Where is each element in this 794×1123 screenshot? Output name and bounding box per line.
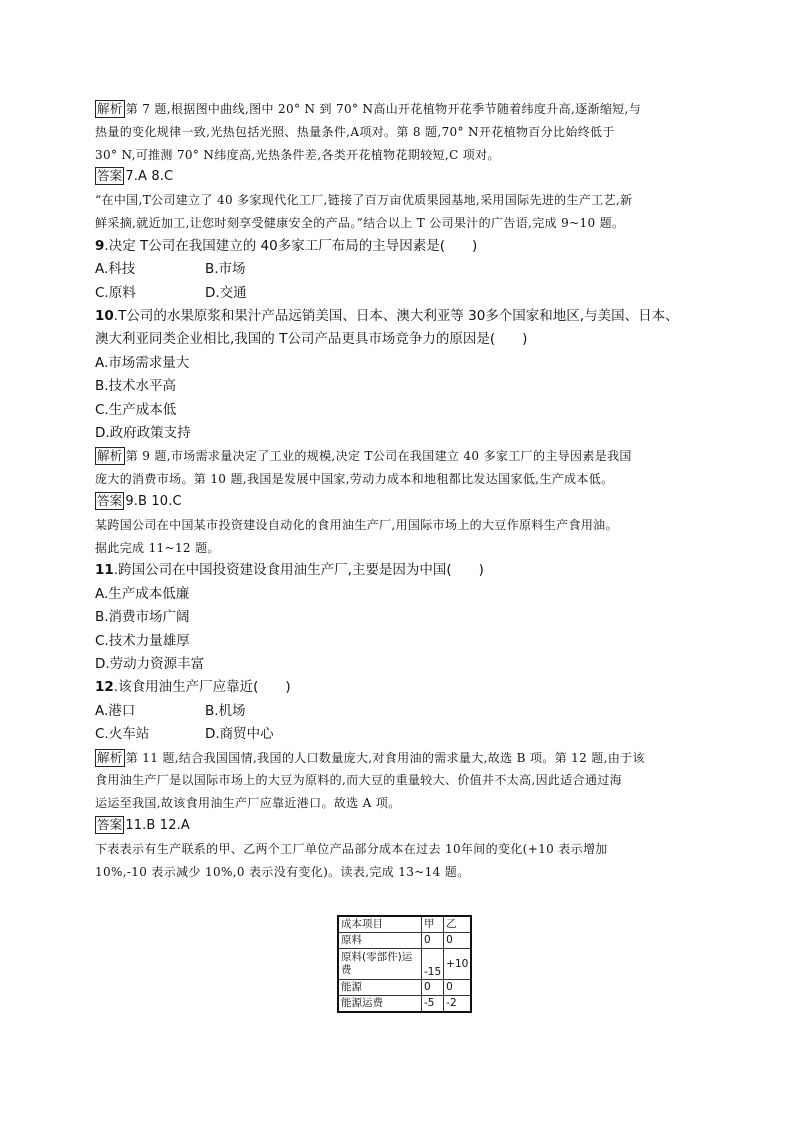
- analysis-line: 运运至我国,故该食用油生产厂应靠近港口。故选 A 项。: [95, 796, 401, 811]
- answer-tag: 答案: [97, 168, 123, 184]
- intro-line: “在中国,T公司建立了 40 多家现代化工厂,链接了百万亩优质果园基地,采用国际先进的生产工艺,新: [95, 193, 633, 208]
- table-row: [338, 980, 471, 996]
- answer-tag: 答案: [97, 817, 123, 833]
- intro-line: 下表表示有生产联系的甲、乙两个工厂单位产品部分成本在过去 10年间的变化(+10 表示增加: [95, 841, 608, 856]
- table-cell: +10: [444, 949, 472, 980]
- table-cell: 0: [422, 933, 444, 949]
- question-stem: .跨国公司在中国投资建设食用油生产厂,主要是因为中国( ): [113, 562, 484, 579]
- table-cell: 0: [444, 980, 472, 996]
- question-number: 9: [95, 237, 105, 254]
- analysis-line: 第 11 题,结合我国国情,我国的人口数量庞大,对食用油的需求量大,故选 B 项。第 12 题,由于该: [125, 750, 645, 765]
- option-c: C.火车站: [95, 726, 150, 743]
- answer-11-12: [95, 815, 695, 838]
- table-cell: 原料: [338, 933, 422, 949]
- intro-line: 据此完成 11~12 题。: [95, 540, 220, 555]
- table-cell: -15: [422, 949, 444, 980]
- question-stem: .T公司的水果原浆和果汁产品远销美国、日本、澳大利亚等 30多个国家和地区,与美国、日本、: [113, 308, 679, 324]
- analysis-line: 热量的变化规律一致,光热包括光照、热量条件,A项对。第 8 题,70° N开花植物百分比始终低于: [95, 124, 615, 139]
- question-10: [95, 305, 695, 328]
- question-stem: .该食用油生产厂应靠近( ): [113, 679, 291, 696]
- analysis-line: 第 9 题,市场需求量决定了工业的规模,决定 T公司在我国建立 40 多家工厂的主导因素是我国: [125, 449, 632, 464]
- option-a: A.港口: [95, 702, 136, 719]
- option-a: A.市场需求量大: [95, 354, 190, 371]
- option-b: B.技术水平高: [95, 378, 177, 395]
- analysis-tag: 解析: [97, 749, 123, 765]
- table-cell: 原料(零部件)运费: [338, 949, 422, 980]
- intro-line: 10%,-10 表示减少 10%,0 表示没有变化)。读表,完成 13~14 题。: [95, 864, 470, 879]
- analysis-7-8: [95, 98, 695, 121]
- option-a: A.生产成本低廉: [95, 585, 190, 602]
- question-number: 10: [95, 308, 114, 324]
- table-row: [338, 933, 471, 949]
- question-9: [95, 235, 695, 258]
- analysis-9-10: [95, 445, 695, 468]
- option-a: A.科技: [95, 261, 136, 278]
- table-header-cell: 成本项目: [338, 916, 422, 933]
- options-row: [95, 282, 695, 305]
- document-page: [95, 98, 695, 883]
- options-row: [95, 700, 695, 723]
- answer-text: 9.B 10.C: [125, 494, 182, 510]
- question-number: 11: [95, 562, 114, 579]
- question-12: [95, 676, 695, 699]
- table-header-row: [338, 916, 471, 933]
- option-b: B.机场: [205, 702, 246, 719]
- cost-change-table: [337, 915, 472, 1013]
- option-b: B.消费市场广阔: [95, 609, 190, 626]
- table-cell: -5: [422, 996, 444, 1013]
- option-d: D.政府政策支持: [95, 425, 191, 442]
- analysis-line: 第 7 题,根据图中曲线,图中 20° N 到 70° N高山开花植物开花季节随着纬度升高,逐渐缩短,与: [125, 102, 642, 116]
- question-stem: .决定 T公司在我国建立的 40多家工厂布局的主导因素是( ): [104, 237, 478, 254]
- table-header-cell: 乙: [444, 916, 472, 933]
- analysis-line: 30° N,可推测 70° N纬度高,光热条件差,各类开花植物花期较短,C 项对。: [95, 147, 500, 162]
- answer-9-10: [95, 491, 695, 514]
- option-d: D.劳动力资源丰富: [95, 656, 205, 673]
- options-row: [95, 258, 695, 281]
- analysis-line: 食用油生产厂是以国际市场上的大豆为原料的,而大豆的重量较大、价值并不太高,因此适合通过海: [95, 773, 623, 788]
- option-d: D.交通: [205, 284, 247, 301]
- analysis-tag: 解析: [97, 101, 123, 116]
- answer-text: 7.A 8.C: [125, 169, 174, 185]
- intro-line: 鲜采摘,就近加工,让您时刻享受健康安全的产品。”结合以上 T 公司果汁的广告语,完成 9~10 题。: [95, 215, 625, 230]
- options-row: [95, 723, 695, 746]
- intro-line: 某跨国公司在中国某市投资建设自动化的食用油生产厂,用国际市场上的大豆作原料生产食用油。: [95, 517, 618, 532]
- option-d: D.商贸中心: [205, 726, 274, 743]
- option-c: C.原料: [95, 284, 136, 301]
- question-11: [95, 559, 695, 582]
- table-cell: 能源运费: [338, 996, 422, 1013]
- option-b: B.市场: [205, 261, 246, 278]
- answer-7-8: [95, 166, 695, 189]
- table-cell: 0: [444, 933, 472, 949]
- table-cell: 0: [422, 980, 444, 996]
- table-cell: 能源: [338, 980, 422, 996]
- answer-tag: 答案: [97, 493, 123, 509]
- table-cell: -2: [444, 996, 472, 1013]
- analysis-11-12: [95, 747, 695, 770]
- analysis-tag: 解析: [97, 448, 123, 464]
- option-c: C.生产成本低: [95, 401, 177, 418]
- table-row: [338, 996, 471, 1013]
- question-stem-line: 澳大利亚同类企业相比,我国的 T公司产品更具市场竞争力的原因是( ): [95, 331, 528, 348]
- table-header-cell: 甲: [422, 916, 444, 933]
- question-number: 12: [95, 679, 114, 696]
- table-row: [338, 949, 471, 980]
- analysis-line: 庞大的消费市场。第 10 题,我国是发展中国家,劳动力成本和地租都比发达国家低,生产成本低。: [95, 472, 614, 487]
- option-c: C.技术力量雄厚: [95, 632, 190, 649]
- answer-text: 11.B 12.A: [125, 818, 190, 834]
